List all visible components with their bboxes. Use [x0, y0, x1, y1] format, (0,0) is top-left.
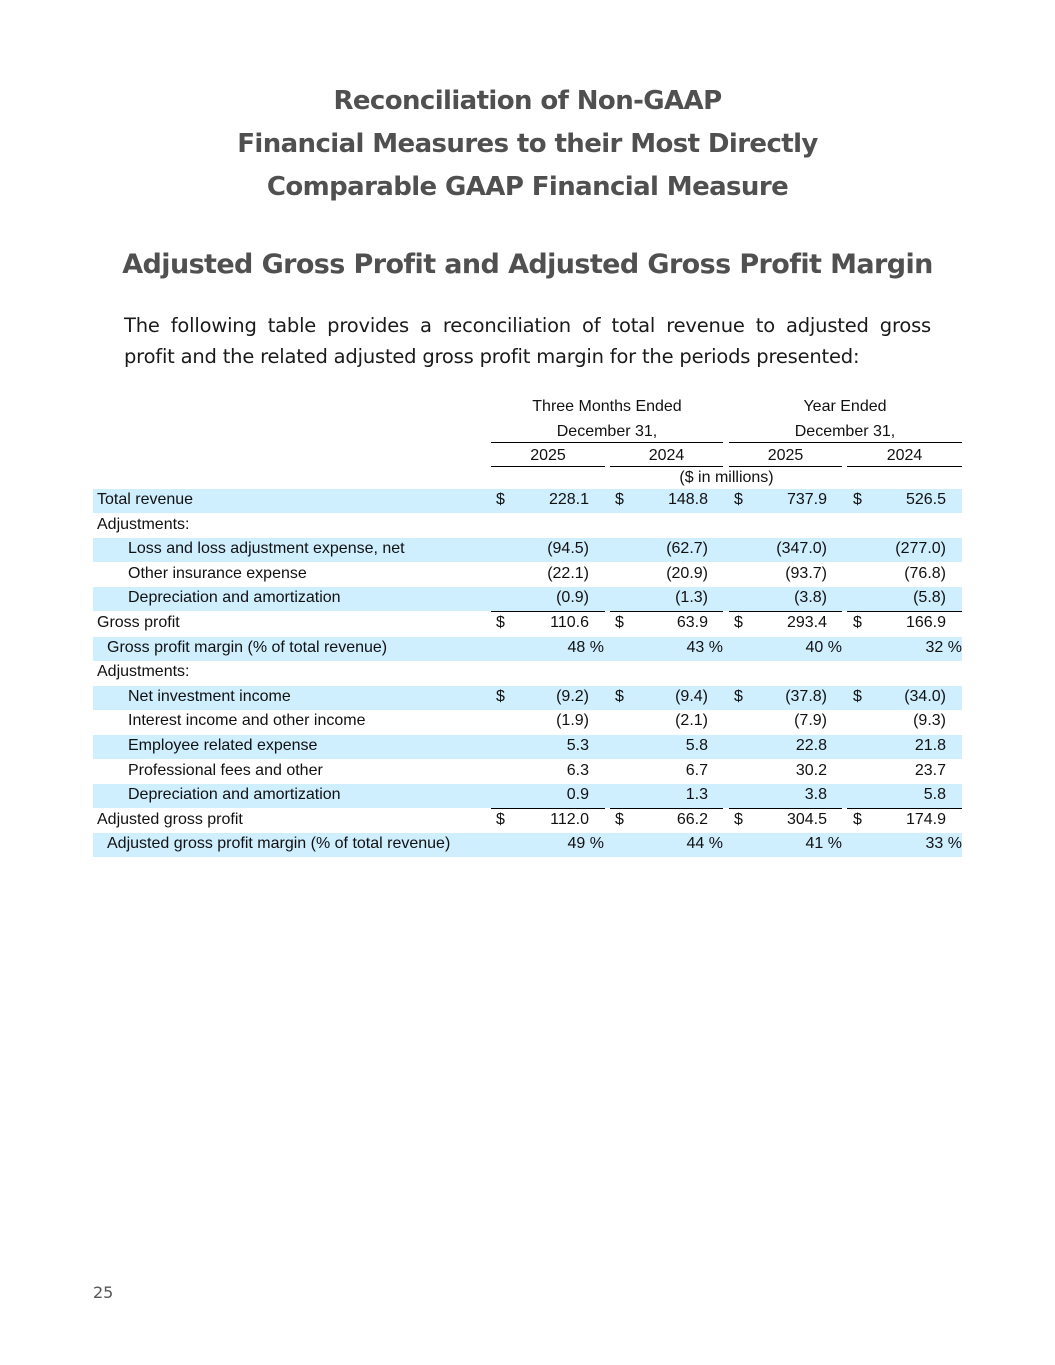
table-row: [93, 514, 962, 538]
header-three-months-line2: December 31,: [556, 423, 658, 440]
table-row: [93, 661, 962, 685]
intro-paragraph: The following table provides a reconciliation of total revenue to adjusted gross profit and the related adjusted gross profit margin for the periods presented:: [124, 314, 931, 368]
value-cell: 6.3: [566, 761, 589, 779]
value-cell: 228.1: [548, 491, 589, 508]
currency-symbol: $: [615, 687, 624, 705]
table-row: [93, 710, 962, 734]
table-row: [93, 489, 962, 513]
value-cell: 23.7: [914, 761, 946, 779]
table-row: [93, 563, 962, 587]
value-cell: 43 %: [686, 638, 723, 656]
value-cell: (1.9): [556, 712, 589, 730]
value-cell: (34.0): [904, 687, 946, 705]
value-cell: (1.3): [675, 589, 708, 607]
row-label: Total revenue: [97, 491, 194, 508]
currency-symbol: $: [734, 614, 743, 631]
year-header: 2024: [886, 447, 923, 464]
value-cell: 30.2: [795, 761, 827, 779]
currency-symbol: $: [496, 810, 505, 828]
row-label: Professional fees and other: [128, 761, 323, 779]
row-label: Adjusted gross profit: [97, 810, 243, 828]
row-label: Adjustments:: [97, 663, 190, 681]
value-cell: (277.0): [895, 540, 946, 558]
row-label: Employee related expense: [128, 737, 318, 754]
currency-symbol: $: [496, 687, 505, 705]
value-cell: (2.1): [675, 712, 708, 730]
value-cell: 110.6: [550, 614, 589, 631]
value-cell: (37.8): [785, 687, 827, 705]
value-cell: (0.9): [556, 589, 589, 607]
value-cell: 174.9: [905, 810, 946, 828]
value-cell: (20.9): [666, 564, 708, 582]
value-cell: 66.2: [676, 810, 708, 828]
year-header: 2025: [767, 447, 804, 464]
value-cell: (76.8): [904, 564, 946, 582]
currency-symbol: $: [734, 491, 743, 508]
section-subtitle: Adjusted Gross Profit and Adjusted Gross Profit Margin: [122, 249, 933, 280]
value-cell: 44 %: [686, 835, 723, 853]
value-cell: (93.7): [785, 564, 827, 582]
value-cell: 148.8: [667, 491, 708, 508]
value-cell: (9.2): [556, 687, 589, 705]
currency-symbol: $: [615, 491, 624, 508]
units-label: ($ in millions): [679, 469, 774, 486]
table-row: [93, 587, 962, 611]
title-line: Comparable GAAP Financial Measure: [266, 172, 789, 202]
value-cell: 33 %: [925, 835, 962, 853]
value-cell: 737.9: [786, 491, 827, 508]
value-cell: 3.8: [804, 786, 827, 804]
year-rule: [491, 466, 605, 467]
row-label: Interest income and other income: [128, 712, 366, 730]
value-cell: (5.8): [913, 589, 946, 607]
value-cell: 32 %: [925, 638, 962, 656]
value-cell: 112.0: [550, 810, 589, 828]
row-label: Gross profit margin (% of total revenue): [107, 638, 388, 656]
value-cell: 41 %: [805, 835, 842, 853]
value-cell: (347.0): [776, 540, 827, 558]
header-rule: [491, 442, 723, 443]
value-cell: (9.4): [675, 687, 708, 705]
year-header: 2024: [648, 447, 685, 464]
value-cell: (22.1): [547, 564, 589, 582]
page-number: 25: [93, 1283, 114, 1302]
year-rule: [729, 466, 842, 467]
value-cell: 5.3: [566, 737, 589, 754]
value-cell: (94.5): [547, 540, 589, 558]
value-cell: 49 %: [567, 835, 604, 853]
value-cell: 166.9: [905, 614, 946, 631]
year-rule: [847, 466, 962, 467]
value-cell: 293.4: [786, 614, 827, 631]
table-row: [93, 735, 962, 759]
currency-symbol: $: [853, 810, 862, 828]
row-label: Gross profit: [97, 614, 180, 631]
row-label: Other insurance expense: [128, 564, 307, 582]
value-cell: 526.5: [905, 491, 946, 508]
table-row: [93, 686, 962, 710]
title-line: Financial Measures to their Most Directly: [237, 129, 818, 159]
row-label: Adjusted gross profit margin (% of total revenue): [107, 835, 451, 853]
table-row: [93, 809, 962, 833]
value-cell: (9.3): [913, 712, 946, 730]
year-header: 2025: [530, 447, 566, 464]
header-three-months-line1: Three Months Ended: [532, 398, 682, 415]
value-cell: 0.9: [566, 786, 589, 804]
currency-symbol: $: [853, 687, 862, 705]
table-row: [93, 637, 962, 661]
value-cell: (62.7): [666, 540, 708, 558]
row-label: Adjustments:: [97, 515, 190, 533]
value-cell: 63.9: [676, 614, 708, 631]
table-row: [93, 612, 962, 636]
value-cell: 1.3: [685, 786, 708, 804]
value-cell: 21.8: [914, 737, 946, 754]
currency-symbol: $: [853, 491, 862, 508]
row-label: Depreciation and amortization: [128, 786, 341, 804]
row-label: Loss and loss adjustment expense, net: [128, 540, 405, 558]
header-rule: [729, 442, 962, 443]
value-cell: 22.8: [795, 737, 827, 754]
value-cell: 48 %: [567, 638, 604, 656]
header-year-ended-line2: December 31,: [794, 423, 896, 440]
currency-symbol: $: [734, 687, 743, 705]
table-row: [93, 833, 962, 857]
currency-symbol: $: [615, 614, 624, 631]
value-cell: 40 %: [805, 638, 842, 656]
currency-symbol: $: [496, 491, 505, 508]
row-label: Depreciation and amortization: [128, 589, 341, 607]
value-cell: 5.8: [685, 737, 708, 754]
table-row: [93, 760, 962, 784]
value-cell: 304.5: [786, 810, 827, 828]
table-row: [93, 538, 962, 562]
value-cell: 6.7: [685, 761, 708, 779]
title-line: Reconciliation of Non-GAAP: [333, 86, 722, 116]
currency-symbol: $: [615, 810, 624, 828]
value-cell: (3.8): [794, 589, 827, 607]
year-rule: [610, 466, 723, 467]
table-row: [93, 784, 962, 808]
currency-symbol: $: [734, 810, 743, 828]
currency-symbol: $: [853, 614, 862, 631]
value-cell: 5.8: [923, 786, 946, 804]
header-year-ended-line1: Year Ended: [803, 398, 887, 415]
row-label: Net investment income: [128, 687, 291, 705]
currency-symbol: $: [496, 614, 505, 631]
value-cell: (7.9): [794, 712, 827, 730]
